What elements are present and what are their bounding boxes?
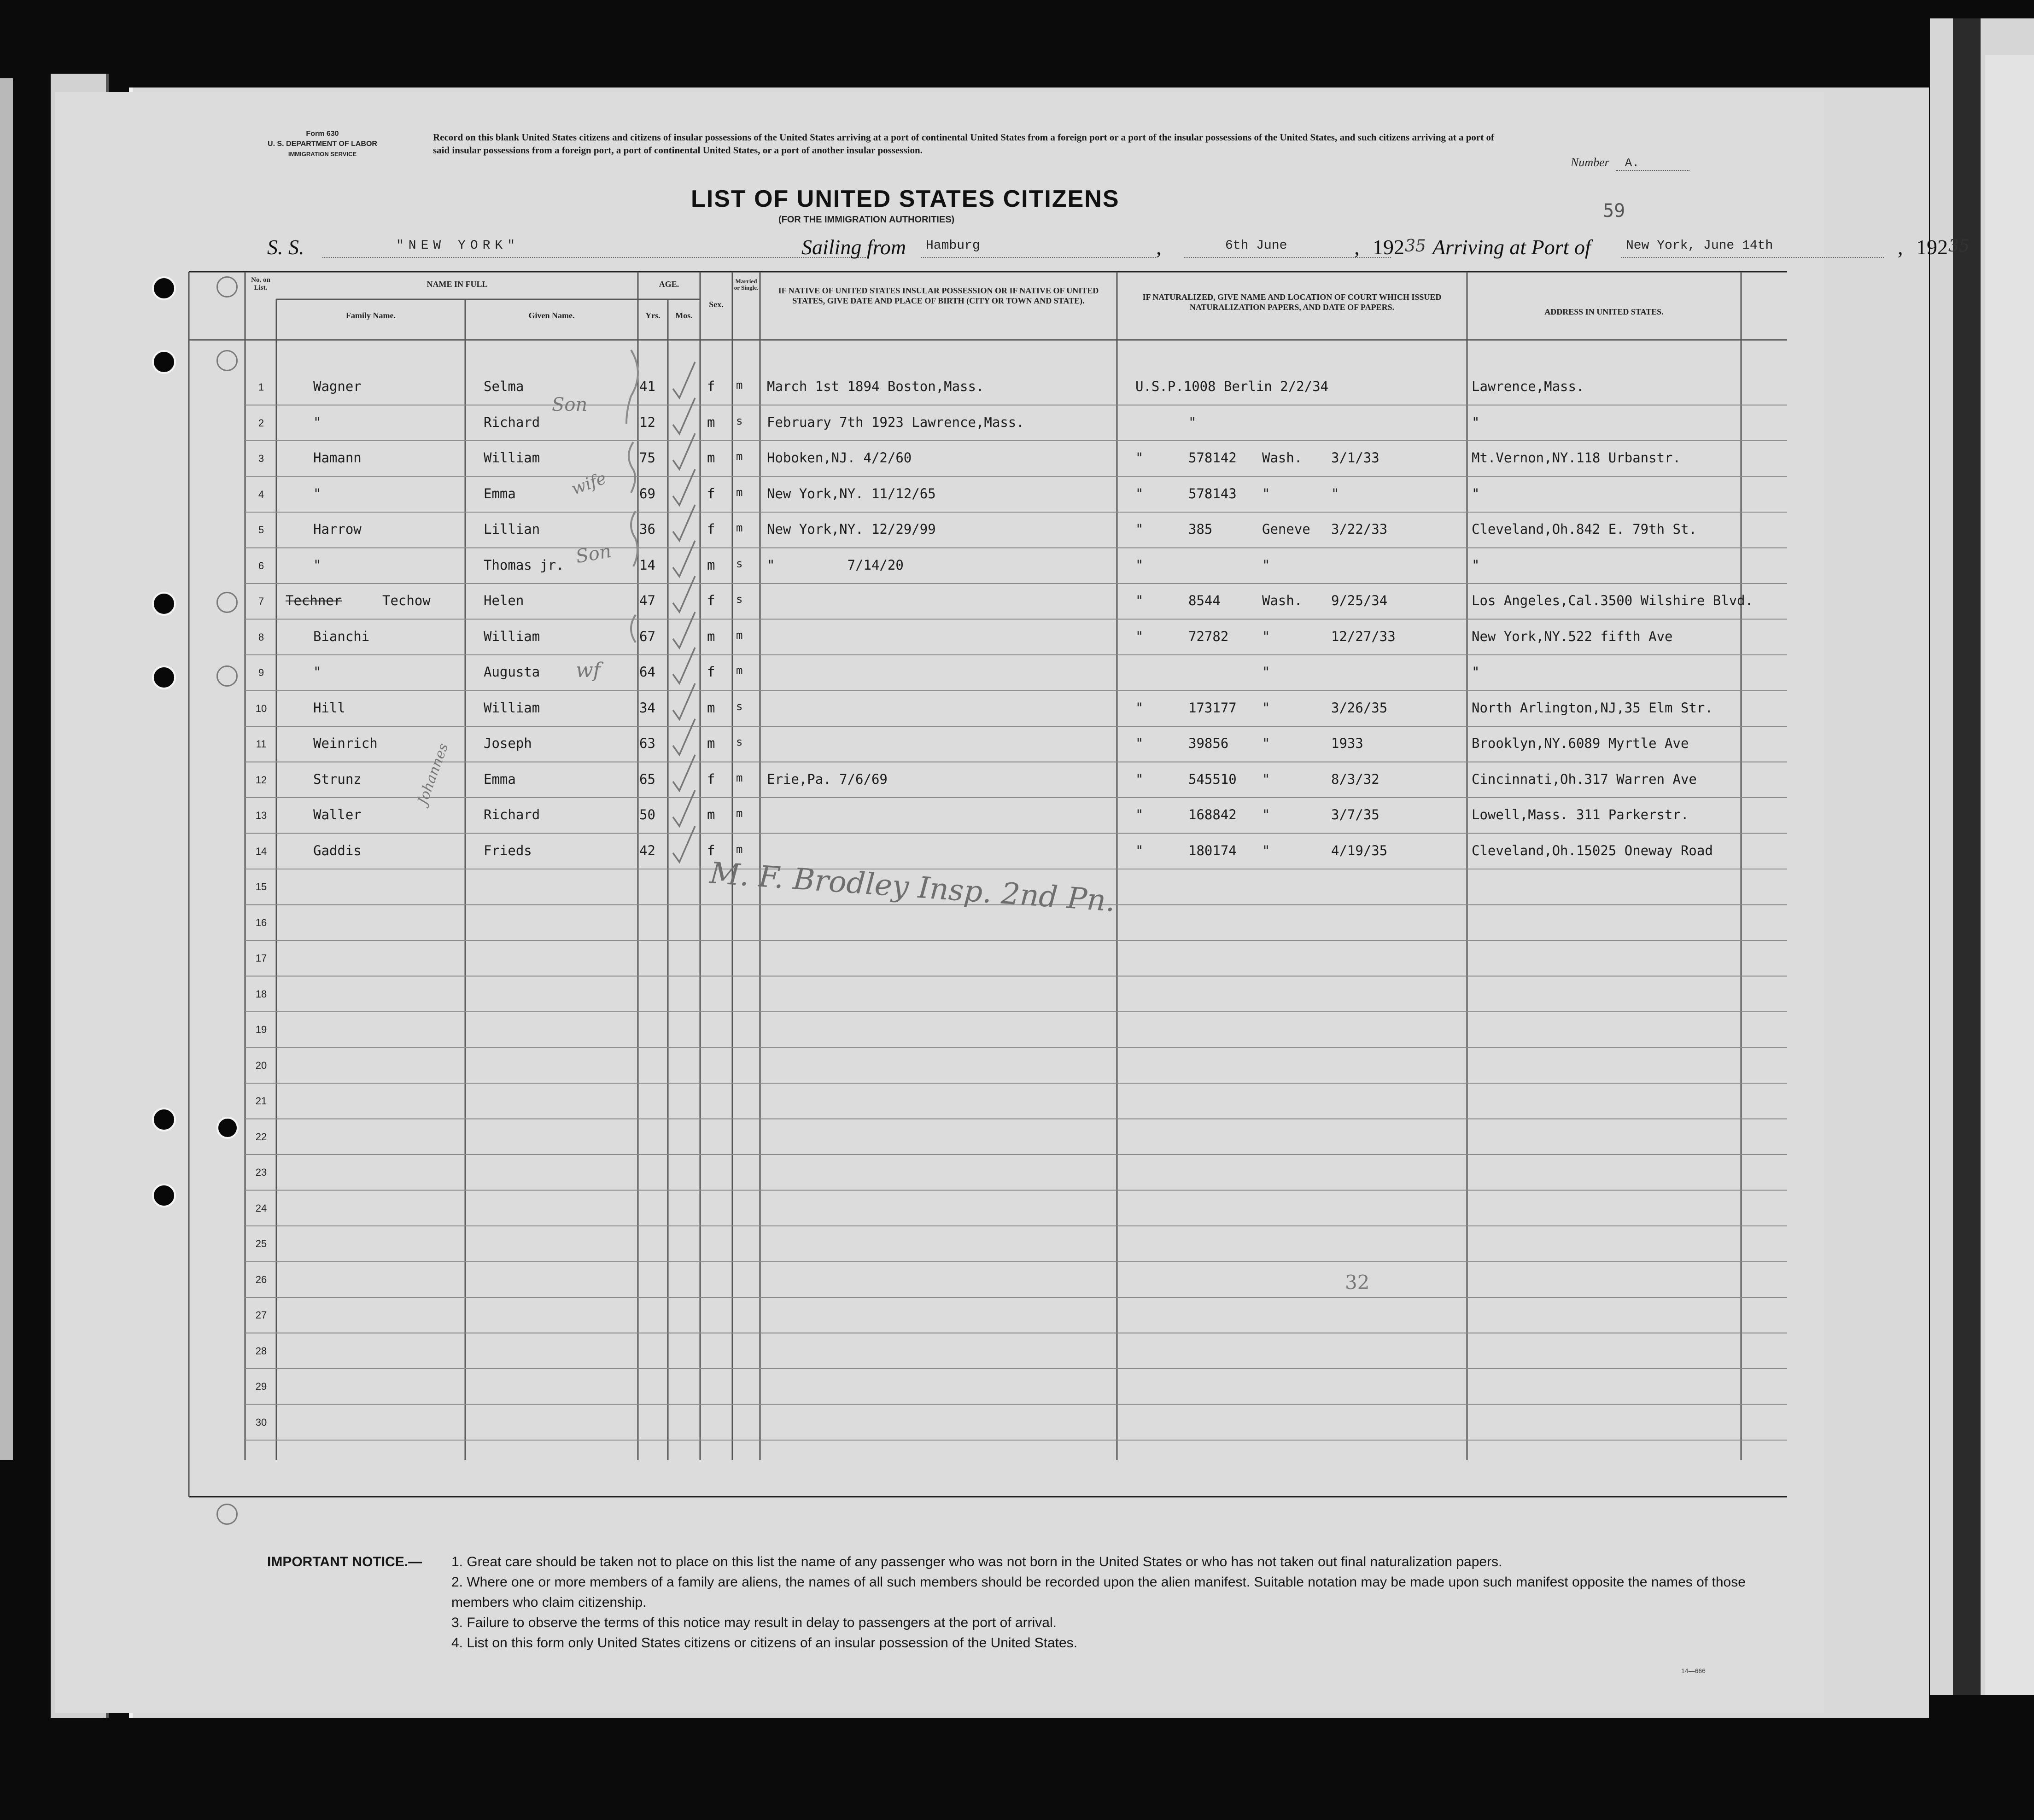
row-number: 10 bbox=[255, 702, 267, 714]
row-number: 20 bbox=[255, 1059, 267, 1071]
row-number: 26 bbox=[255, 1273, 267, 1285]
page-title: LIST OF UNITED STATES CITIZENS bbox=[691, 186, 1120, 212]
us-address: Mt.Vernon,NY.118 Urbanstr. bbox=[1472, 450, 1681, 466]
sex: m bbox=[707, 414, 715, 430]
row-number: 14 bbox=[255, 845, 267, 857]
marital-status: m bbox=[736, 628, 743, 642]
naturalization-court: " bbox=[1135, 521, 1144, 537]
row-number: 22 bbox=[255, 1131, 267, 1143]
marital-status: m bbox=[736, 450, 743, 463]
row-number: 27 bbox=[255, 1309, 267, 1321]
birth-info: Hoboken,NJ. 4/2/60 bbox=[767, 450, 912, 466]
naturalization-date: 1933 bbox=[1331, 735, 1363, 751]
naturalization-date: 3/1/33 bbox=[1331, 450, 1379, 466]
annotation-wife-2: wf bbox=[576, 659, 601, 682]
sailing-from: Hamburg bbox=[921, 239, 1156, 258]
row-number: 29 bbox=[255, 1381, 267, 1392]
age-years: 75 bbox=[639, 450, 655, 466]
sex: f bbox=[707, 842, 715, 858]
annotation-inspector: M. F. Brodley Insp. 2nd Pn. bbox=[708, 856, 1116, 919]
notice-item: 3. Failure to observe the terms of this notice may result in delay to passengers at the port of arrival. bbox=[451, 1615, 1057, 1630]
age-years: 69 bbox=[639, 485, 655, 502]
marital-status: m bbox=[736, 664, 743, 677]
page-stamp: 59 bbox=[1603, 200, 1625, 222]
naturalization-place: " bbox=[1262, 628, 1270, 644]
row-number: 4 bbox=[258, 488, 264, 500]
naturalization-place: " bbox=[1262, 664, 1270, 680]
us-address: " bbox=[1472, 664, 1480, 680]
birth-info: March 1st 1894 Boston,Mass. bbox=[767, 379, 984, 394]
birth-info: " 7/14/20 bbox=[767, 557, 904, 573]
header-no: No. on List. bbox=[251, 276, 270, 292]
age-years: 12 bbox=[639, 414, 655, 430]
birth-info: New York,NY. 11/12/65 bbox=[767, 485, 936, 502]
marital-status: m bbox=[736, 485, 743, 499]
naturalization-court: " bbox=[1135, 700, 1144, 716]
header-yrs: Yrs. bbox=[645, 311, 660, 320]
marital-status: s bbox=[736, 557, 743, 570]
us-address: Lawrence,Mass. bbox=[1472, 379, 1584, 394]
header-mos: Mos. bbox=[675, 311, 693, 320]
print-code: 14—666 bbox=[1681, 1667, 1706, 1674]
us-address: Cincinnati,Oh.317 Warren Ave bbox=[1472, 771, 1697, 787]
age-years: 34 bbox=[639, 700, 655, 716]
family-name: Waller bbox=[313, 807, 362, 822]
notice-item: 4. List on this form only United States citizens or citizens of an insular possession of the United States. bbox=[451, 1635, 1078, 1651]
number-value: A. bbox=[1616, 156, 1689, 171]
row-number: 28 bbox=[255, 1345, 267, 1357]
year-2: 35 bbox=[1948, 237, 1970, 256]
family-name: " bbox=[313, 485, 321, 502]
row-number: 9 bbox=[258, 667, 264, 678]
given-name: Richard bbox=[484, 414, 540, 430]
given-name: Helen bbox=[484, 593, 524, 608]
header-age: AGE. bbox=[659, 280, 679, 289]
naturalization-number: 545510 bbox=[1188, 771, 1237, 787]
row-number: 17 bbox=[255, 952, 267, 964]
arriving-label: Arriving at Port of bbox=[1432, 235, 1591, 259]
sex: m bbox=[707, 557, 715, 573]
naturalization-court: " bbox=[1135, 771, 1144, 787]
naturalization-date: 3/26/35 bbox=[1331, 700, 1388, 716]
year-prefix-1: 192 bbox=[1373, 235, 1404, 259]
notice-title: IMPORTANT NOTICE.— bbox=[267, 1554, 422, 1569]
number-label: Number bbox=[1571, 156, 1609, 169]
ss-label: S. S. bbox=[267, 235, 304, 259]
naturalization-date: 4/19/35 bbox=[1331, 842, 1388, 858]
naturalization-place: " bbox=[1262, 771, 1270, 787]
given-name: Emma bbox=[484, 485, 516, 502]
family-name: " bbox=[313, 414, 321, 430]
row-number: 6 bbox=[258, 560, 264, 572]
row-number: 13 bbox=[255, 810, 267, 821]
sailing-date: 6th June bbox=[1184, 239, 1391, 258]
naturalization-number: 39856 bbox=[1188, 735, 1229, 751]
us-address: " bbox=[1472, 414, 1480, 430]
family-name: Hill bbox=[313, 700, 345, 716]
given-name: Frieds bbox=[484, 842, 532, 858]
family-name: Bianchi bbox=[313, 628, 370, 644]
given-name: William bbox=[484, 450, 540, 466]
header-name-in-full: NAME IN FULL bbox=[427, 280, 488, 289]
family-name: Hamann bbox=[313, 450, 362, 466]
sex: m bbox=[707, 700, 715, 716]
row-number: 18 bbox=[255, 988, 267, 1000]
age-years: 42 bbox=[639, 842, 655, 858]
naturalization-number: 180174 bbox=[1188, 842, 1237, 858]
page-subtitle: (FOR THE IMMIGRATION AUTHORITIES) bbox=[778, 215, 955, 225]
naturalization-court: " bbox=[1135, 807, 1144, 822]
marital-status: m bbox=[736, 842, 743, 856]
row-number: 7 bbox=[258, 595, 264, 607]
form-number: Form 630 bbox=[306, 130, 339, 138]
row-number: 2 bbox=[258, 417, 264, 429]
row-number: 3 bbox=[258, 453, 264, 464]
row-number: 21 bbox=[255, 1095, 267, 1107]
naturalization-court: " bbox=[1135, 593, 1144, 608]
naturalization-date: 3/7/35 bbox=[1331, 807, 1379, 822]
notice-item: 2. Where one or more members of a family are aliens, the names of all such members should be recorded upon the alien manifest. Suitable notation may be made upon such manifest opposite the names of those members who claim citizenship. bbox=[451, 1575, 1746, 1610]
age-years: 41 bbox=[639, 379, 655, 394]
marital-status: s bbox=[736, 700, 743, 713]
age-years: 36 bbox=[639, 521, 655, 537]
naturalization-place: " bbox=[1262, 842, 1270, 858]
naturalization-place: " bbox=[1262, 807, 1270, 822]
given-name: Richard bbox=[484, 807, 540, 822]
us-address: Brooklyn,NY.6089 Myrtle Ave bbox=[1472, 735, 1689, 751]
family-name-struck: Techner bbox=[286, 593, 342, 608]
given-name: William bbox=[484, 700, 540, 716]
given-name: William bbox=[484, 628, 540, 644]
row-number: 1 bbox=[258, 381, 264, 393]
naturalization-court: U.S.P.1008 Berlin 2/2/34 bbox=[1135, 379, 1329, 394]
us-address: " bbox=[1472, 485, 1480, 502]
sex: f bbox=[707, 379, 715, 394]
birth-info: New York,NY. 12/29/99 bbox=[767, 521, 936, 537]
birth-info: February 7th 1923 Lawrence,Mass. bbox=[767, 414, 1024, 430]
given-name: Lillian bbox=[484, 521, 540, 537]
header-sex: Sex. bbox=[709, 300, 724, 309]
year-prefix-2: 192 bbox=[1916, 235, 1948, 259]
marital-status: m bbox=[736, 521, 743, 534]
age-years: 63 bbox=[639, 735, 655, 751]
marital-status: m bbox=[736, 807, 743, 820]
header-naturalized: IF NATURALIZED, GIVE NAME AND LOCATION OF COURT WHICH ISSUED NATURALIZATION PAPERS, AND DATE OF PAPERS. bbox=[1142, 292, 1442, 312]
naturalization-court: " bbox=[1135, 557, 1144, 573]
age-years: 47 bbox=[639, 593, 655, 608]
age-years: 14 bbox=[639, 557, 655, 573]
sex: f bbox=[707, 664, 715, 680]
marital-status: m bbox=[736, 771, 743, 784]
annotation-wife: wife bbox=[569, 469, 609, 499]
sex: f bbox=[707, 485, 715, 502]
naturalization-date: 12/27/33 bbox=[1331, 628, 1396, 644]
family-name: " bbox=[313, 664, 321, 680]
naturalization-place: " bbox=[1262, 557, 1270, 573]
annotation-son-2: Son bbox=[574, 540, 613, 568]
birth-info: Erie,Pa. 7/6/69 bbox=[767, 771, 888, 787]
header-address: ADDRESS IN UNITED STATES. bbox=[1544, 307, 1664, 316]
header-given-name: Given Name. bbox=[528, 311, 575, 320]
family-name: " bbox=[313, 557, 321, 573]
naturalization-number: 173177 bbox=[1188, 700, 1237, 716]
sex: f bbox=[707, 593, 715, 608]
annotation-strunz: Johannes bbox=[415, 741, 452, 807]
form-instructions: Record on this blank United States citizens and citizens of insular possessions of the United States arriving at a port of continental United States from a foreign port or a port of the insular possessions of the United States, and such citizens arriving at a port of said insular possessions from a foreign port, a port of continental United States, or a port of another insular possession. bbox=[433, 132, 1494, 156]
age-years: 64 bbox=[639, 664, 655, 680]
naturalization-place: " bbox=[1262, 700, 1270, 716]
notice-item: 1. Great care should be taken not to place on this list the name of any passenger who was not born in the United States or who has not taken out final naturalization papers. bbox=[451, 1554, 1502, 1569]
naturalization-date: 8/3/32 bbox=[1331, 771, 1379, 787]
family-name: Strunz bbox=[313, 771, 362, 787]
sex: m bbox=[707, 735, 715, 751]
naturalization-place: " bbox=[1262, 485, 1270, 502]
naturalization-number: 578142 bbox=[1188, 450, 1237, 466]
row-number: 16 bbox=[255, 916, 267, 928]
naturalization-number: " bbox=[1188, 414, 1197, 430]
given-name: Emma bbox=[484, 771, 516, 787]
row-number: 25 bbox=[255, 1238, 267, 1249]
naturalization-place: Geneve bbox=[1262, 521, 1310, 537]
service: IMMIGRATION SERVICE bbox=[288, 151, 357, 158]
naturalization-court: " bbox=[1135, 628, 1144, 644]
row-number: 11 bbox=[256, 738, 267, 750]
ship-name: "NEW YORK" bbox=[322, 239, 866, 258]
naturalization-date: 3/22/33 bbox=[1331, 521, 1388, 537]
naturalization-number: 168842 bbox=[1188, 807, 1237, 822]
annotation-son: Son bbox=[552, 394, 588, 415]
sex: f bbox=[707, 521, 715, 537]
department: U. S. DEPARTMENT OF LABOR bbox=[268, 140, 377, 148]
family-name: Wagner bbox=[313, 379, 362, 394]
us-address: " bbox=[1472, 557, 1480, 573]
year-1: 35 bbox=[1405, 237, 1426, 256]
naturalization-number: 72782 bbox=[1188, 628, 1229, 644]
age-years: 67 bbox=[639, 628, 655, 644]
given-name: Thomas jr. bbox=[484, 557, 564, 573]
header-family-name: Family Name. bbox=[346, 311, 396, 320]
given-name: Selma bbox=[484, 379, 524, 394]
row-number: 15 bbox=[255, 881, 267, 892]
us-address: New York,NY.522 fifth Ave bbox=[1472, 628, 1673, 644]
naturalization-place: Wash. bbox=[1262, 450, 1303, 466]
given-name: Joseph bbox=[484, 735, 532, 751]
naturalization-court: " bbox=[1135, 450, 1144, 466]
sex: m bbox=[707, 450, 715, 466]
family-name: Harrow bbox=[313, 521, 362, 537]
sex: m bbox=[707, 807, 715, 822]
naturalization-number: 578143 bbox=[1188, 485, 1237, 502]
row-number: 23 bbox=[255, 1167, 267, 1178]
us-address: Lowell,Mass. 311 Parkerstr. bbox=[1472, 807, 1689, 822]
sex: f bbox=[707, 771, 715, 787]
us-address: Los Angeles,Cal.3500 Wilshire Blvd. bbox=[1472, 593, 1753, 608]
marital-status: m bbox=[736, 379, 743, 391]
us-address: North Arlington,NJ,35 Elm Str. bbox=[1472, 700, 1713, 716]
naturalization-date: " bbox=[1331, 485, 1339, 502]
us-address: Cleveland,Oh.842 E. 79th St. bbox=[1472, 521, 1697, 537]
family-name: Weinrich bbox=[313, 735, 378, 751]
marital-status: s bbox=[736, 735, 743, 748]
age-years: 50 bbox=[639, 807, 655, 822]
family-name: Techow bbox=[382, 593, 431, 608]
arriving-port: New York, June 14th bbox=[1621, 239, 1884, 258]
header-native: IF NATIVE OF UNITED STATES INSULAR POSSESSION OR IF NATIVE OF UNITED STATES, GIVE DATE AND PLACE OF BIRTH (CITY OR TOWN AND STATE). bbox=[778, 286, 1099, 305]
row-number: 12 bbox=[255, 774, 267, 786]
naturalization-place: " bbox=[1262, 735, 1270, 751]
naturalization-court: " bbox=[1135, 485, 1144, 502]
naturalization-number: 385 bbox=[1188, 521, 1213, 537]
given-name: Augusta bbox=[484, 664, 540, 680]
row-number: 5 bbox=[258, 524, 264, 536]
family-name: Gaddis bbox=[313, 842, 362, 858]
marital-status: s bbox=[736, 593, 743, 606]
row-number: 19 bbox=[255, 1024, 267, 1035]
naturalization-court: " bbox=[1135, 842, 1144, 858]
us-address: Cleveland,Oh.15025 Oneway Road bbox=[1472, 842, 1713, 858]
row-number: 24 bbox=[255, 1202, 267, 1214]
stamp-32: 32 bbox=[1345, 1271, 1370, 1294]
row-number: 30 bbox=[255, 1416, 267, 1428]
age-years: 65 bbox=[639, 771, 655, 787]
marital-status: s bbox=[736, 414, 743, 427]
row-number: 8 bbox=[258, 631, 264, 643]
naturalization-date: 9/25/34 bbox=[1331, 593, 1388, 608]
naturalization-court: " bbox=[1135, 735, 1144, 751]
sailing-label: Sailing from bbox=[801, 235, 906, 259]
sex: m bbox=[707, 628, 715, 644]
naturalization-number: 8544 bbox=[1188, 593, 1221, 608]
header-married-single: Married or Single. bbox=[734, 278, 759, 291]
naturalization-place: Wash. bbox=[1262, 593, 1303, 608]
voyage-line: S. S. "NEW YORK" Sailing from Hamburg 6th June , , 192 35 Arriving at Port of New York, June 14th , 192 35 bbox=[267, 235, 1970, 259]
